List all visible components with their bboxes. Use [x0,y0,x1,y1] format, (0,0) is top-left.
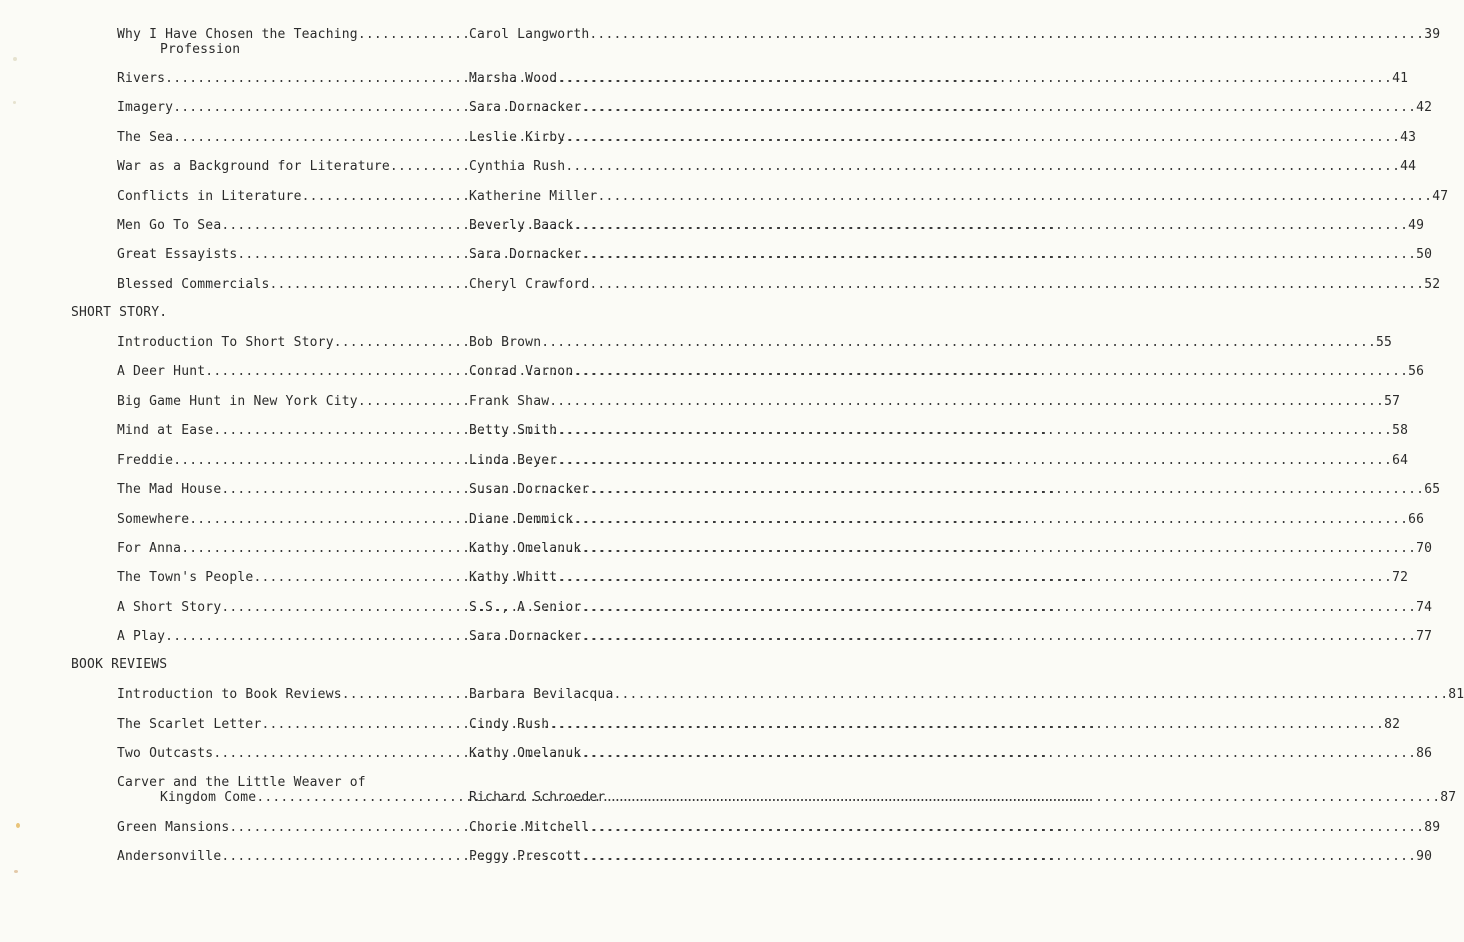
entry-page: 86 [1416,746,1433,761]
dot-leader [573,512,1408,527]
toc-entry [117,247,1433,262]
entry-page: 82 [1384,717,1401,732]
entry-title: Big Game Hunt in New York City [117,394,358,409]
paper-speck [16,823,20,828]
entry-author: Betty Smith [469,423,558,438]
toc-entry [117,423,1409,438]
toc-entry [117,159,1417,174]
dot-leader [342,687,469,702]
paper-speck [13,101,16,104]
dot-leader [581,541,1416,556]
toc-entry [117,717,1401,732]
entry-title: A Deer Hunt [117,364,206,379]
toc-entry [117,600,1433,615]
dot-leader [557,453,1392,468]
dot-leader [581,100,1416,115]
toc-entry [117,71,1409,86]
section-heading-book-reviews: BOOK REVIEWS [71,657,168,672]
entry-author: Conrad Varnon [469,364,574,379]
entry-page: 55 [1376,335,1393,350]
dot-leader [302,189,469,204]
entry-author: Bob Brown [469,335,542,350]
toc-entry [117,335,1393,350]
entry-author: Kathy Omelanuk [469,746,582,761]
entry-page: 89 [1424,820,1441,835]
entry-page: 44 [1400,159,1417,174]
dot-leader [581,600,1416,615]
entry-title: Mind at Ease [117,423,214,438]
entry-author: Cynthia Rush [469,159,566,174]
dot-leader [390,159,469,174]
toc-entry [117,629,1433,644]
dot-leader [573,218,1408,233]
entry-author: Cindy Rush [469,717,550,732]
dot-leader [597,189,1432,204]
entry-title: Two Outcasts [117,746,214,761]
dot-leader [358,27,469,42]
dot-leader [557,423,1392,438]
entry-title: Freddie [117,453,174,468]
entry-page: 87 [1440,790,1457,805]
dot-leader [270,277,469,292]
entry-author: Sara Dornacker [469,100,582,115]
dot-leader [565,130,1400,145]
toc-entry [117,100,1433,115]
entry-title: The Town's People [117,570,254,585]
toc-entry [117,570,1409,585]
entry-title: Conflicts in Literature [117,189,302,204]
entry-author: Sara Dornacker [469,247,582,262]
entry-title-continuation: Profession [160,42,241,57]
toc-entry [117,482,1441,497]
entry-page: 70 [1416,541,1433,556]
entry-title: A Play [117,629,166,644]
dot-leader [334,335,469,350]
toc-entry [117,512,1425,527]
entry-author: Kathy Whitt [469,570,558,585]
dot-leader [541,335,1376,350]
entry-author: Barbara Bevilacqua [469,687,614,702]
entry-page: 64 [1392,453,1409,468]
dot-leader [613,687,1448,702]
toc-entry [117,364,1425,379]
entry-author: Susan Dornacker [469,482,590,497]
dot-leader [605,790,1440,805]
entry-title: Blessed Commercials [117,277,270,292]
toc-entry [117,394,1401,409]
entry-title-continuation: Kingdom Come [160,790,257,805]
paper-speck [13,57,17,61]
entry-author: Peggy Prescott [469,849,582,864]
dot-leader [549,394,1384,409]
toc-entry [117,820,1441,835]
dot-leader [565,159,1400,174]
toc-entry [117,687,1464,702]
entry-title: Rivers [117,71,166,86]
entry-page: 50 [1416,247,1433,262]
entry-title: Somewhere [117,512,190,527]
entry-page: 66 [1408,512,1425,527]
entry-title: Great Essayists [117,247,238,262]
toc-entry [117,453,1409,468]
dot-leader [589,27,1424,42]
entry-title: For Anna [117,541,182,556]
entry-author: Richard Schroeder [469,790,606,805]
entry-title: Introduction To Short Story [117,335,334,350]
entry-page: 90 [1416,849,1433,864]
toc-entry [117,218,1425,233]
entry-page: 81 [1448,687,1464,702]
entry-page: 39 [1424,27,1441,42]
entry-page: 58 [1392,423,1409,438]
entry-page: 42 [1416,100,1433,115]
entry-page: 57 [1384,394,1401,409]
entry-title: The Sea [117,130,174,145]
toc-entry [117,189,1449,204]
toc-entry [117,746,1433,761]
entry-page: 43 [1400,130,1417,145]
dot-leader [581,849,1416,864]
toc-entry [117,849,1433,864]
entry-author: Carol Langworth [469,27,590,42]
entry-page: 47 [1432,189,1449,204]
entry-title: The Mad House [117,482,222,497]
entry-author: S.S., A Senior [469,600,582,615]
dot-leader [581,247,1416,262]
dot-leader [549,717,1384,732]
entry-title: Why I Have Chosen the Teaching [117,27,358,42]
entry-title: Carver and the Little Weaver of [117,775,366,790]
entry-author: Linda Beyer [469,453,558,468]
toc-entry [117,27,1441,57]
entry-title: Men Go To Sea [117,218,222,233]
entry-title: Introduction to Book Reviews [117,687,342,702]
entry-author: Beverly Baack [469,218,574,233]
dot-leader [589,820,1424,835]
entry-author: Sara Dornacker [469,629,582,644]
paper-speck [14,870,18,873]
entry-author: Marsha Wood [469,71,558,86]
entry-title: Green Mansions [117,820,230,835]
entry-page: 41 [1392,71,1409,86]
entry-page: 72 [1392,570,1409,585]
entry-page: 74 [1416,600,1433,615]
entry-title: Imagery [117,100,174,115]
toc-entry [117,130,1417,145]
toc-entry [117,541,1433,556]
entry-page: 56 [1408,364,1425,379]
section-heading-short-story: SHORT STORY. [71,305,168,320]
toc-entry [117,277,1441,292]
entry-page: 52 [1424,277,1441,292]
dot-leader [589,277,1424,292]
entry-page: 77 [1416,629,1433,644]
entry-author: Katherine Miller [469,189,598,204]
dot-leader [581,629,1416,644]
entry-author: Leslie Kirby [469,130,566,145]
dot-leader [573,364,1408,379]
entry-page: 65 [1424,482,1441,497]
entry-author: Diane Demmick [469,512,574,527]
entry-title: War as a Background for Literature [117,159,390,174]
dot-leader [557,570,1392,585]
dot-leader [358,394,469,409]
entry-title: The Scarlet Letter [117,717,262,732]
entry-title: A Short Story [117,600,222,615]
entry-page: 49 [1408,218,1425,233]
toc-entry [117,775,1457,805]
entry-title: Andersonville [117,849,222,864]
dot-leader [557,71,1392,86]
dot-leader [581,746,1416,761]
entry-author: Chorie Mitchell [469,820,590,835]
entry-author: Kathy Omelanuk [469,541,582,556]
entry-author: Cheryl Crawford [469,277,590,292]
dot-leader [589,482,1424,497]
entry-author: Frank Shaw [469,394,550,409]
